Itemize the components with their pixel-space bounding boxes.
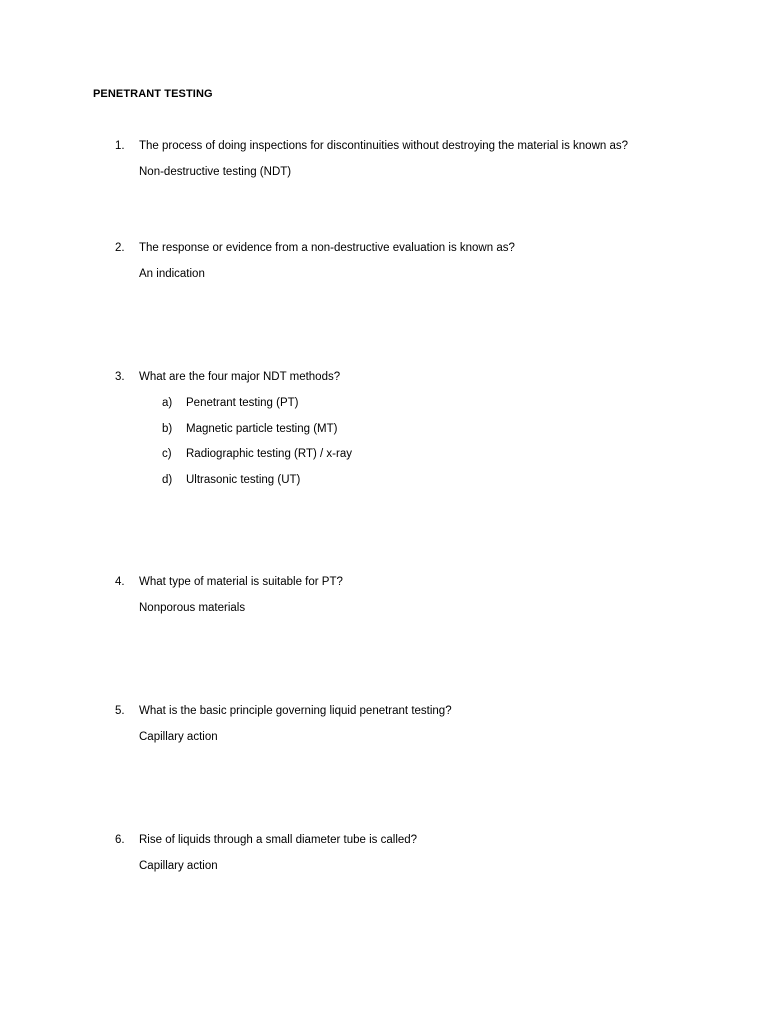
list-item-text: Magnetic particle testing (MT) [186,423,338,435]
question-text: What type of material is suitable for PT? [139,576,343,588]
list-item-letter: a) [162,397,173,409]
answer-text: Nonporous materials [139,602,246,614]
question-text: What is the basic principle governing liquid penetrant testing? [139,705,452,717]
question-number: 2. [115,242,125,254]
question-text: Rise of liquids through a small diameter tube is called? [139,834,418,846]
answer-text: Non-destructive testing (NDT) [139,166,292,178]
question-number: 5. [115,705,125,717]
document-title: PENETRANT TESTING [93,88,213,100]
list-item-letter: d) [162,474,173,486]
answer-text: An indication [139,268,205,280]
answer-text: Capillary action [139,731,218,743]
question-text: The process of doing inspections for discontinuities without destroying the material is known as? [139,140,629,152]
question-number: 4. [115,576,125,588]
list-item-letter: b) [162,423,173,435]
list-item-text: Penetrant testing (PT) [186,397,299,409]
question-number: 6. [115,834,125,846]
question-text: The response or evidence from a non-destructive evaluation is known as? [139,242,515,254]
question-number: 1. [115,140,125,152]
question-text: What are the four major NDT methods? [139,371,341,383]
list-item-letter: c) [162,448,172,460]
question-number: 3. [115,371,125,383]
list-item-text: Ultrasonic testing (UT) [186,474,301,486]
answer-text: Capillary action [139,860,218,872]
list-item-text: Radiographic testing (RT) / x-ray [186,448,352,460]
